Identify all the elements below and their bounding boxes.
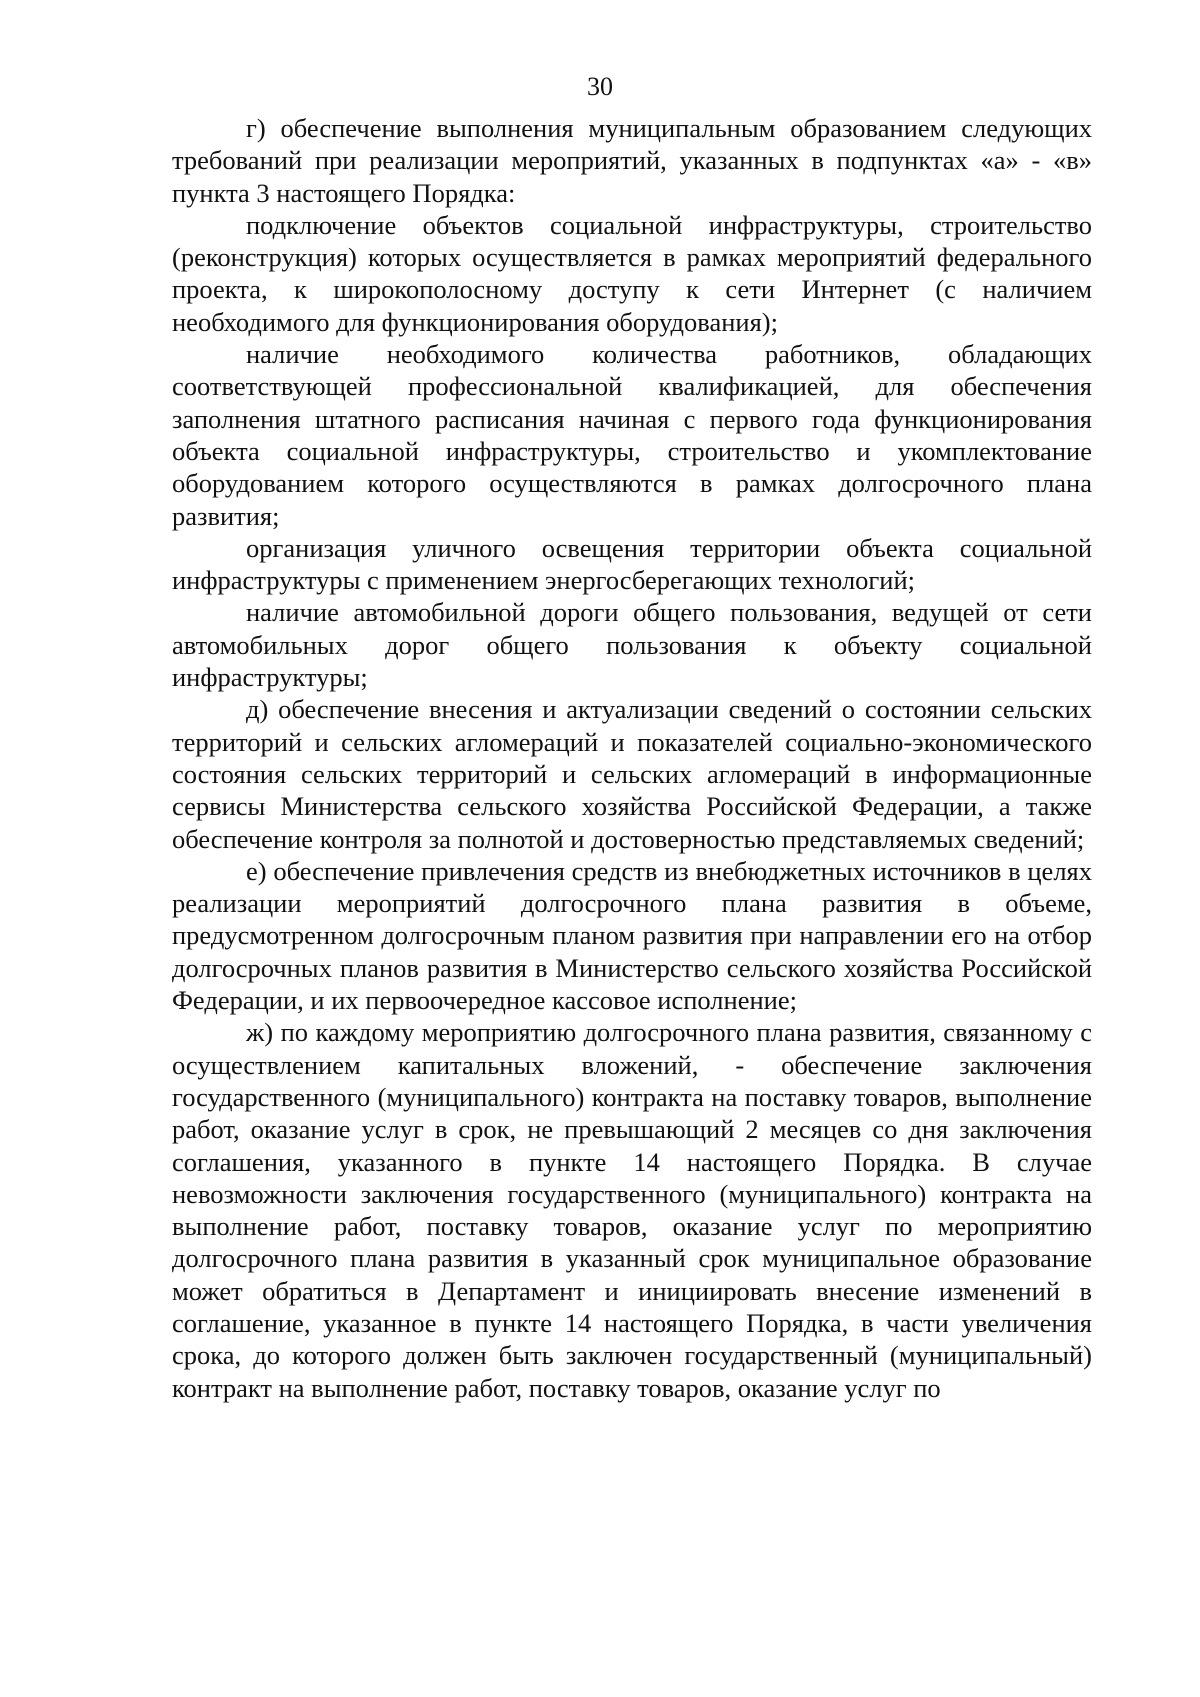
paragraph-zh: ж) по каждому мероприятию долгосрочного плана развития, связанному с осуществлением капитальных вложений, - обеспечение заключения государственного (муниципального) контракта на поставку товаров, выполнение работ, оказание услуг в срок, не превышающий 2 месяцев со дня заключения соглашения, указанного в пункте 14 настоящего Порядка. В случае невозможности заключения государственного (муниципального) контракта на выполнение работ, поставку товаров, оказание услуг по мероприятию долгосрочного плана развития в указанный срок муниципальное образование может обратиться в Департамент и инициировать внесение изменений в соглашение, указанное в пункте 14 настоящего Порядка, в части увеличения срока, до которого должен быть заключен государственный (муниципальный) контракт на выполнение работ, поставку товаров, оказание услуг по <box>172 1017 1092 1403</box>
paragraph-e: е) обеспечение привлечения средств из внебюджетных источников в целях реализации мероприятий долгосрочного плана развития в объеме, предусмотренном долгосрочным планом развития при направлении его на отбор долгосрочных планов развития в Министерство сельского хозяйства Российской Федерации, и их первоочередное кассовое исполнение; <box>172 855 1092 1016</box>
paragraph-street-lighting: организация уличного освещения территории объекта социальной инфраструктуры с применением энергосберегающих технологий; <box>172 532 1092 596</box>
paragraph-staffing: наличие необходимого количества работников, обладающих соответствующей профессиональной квалификацией, для обеспечения заполнения штатного расписания начиная с первого года функционирования объекта социальной инфраструктуры, строительство и укомплектование оборудованием которого осуществляются в рамках долгосрочного плана развития; <box>172 339 1092 531</box>
paragraph-d: д) обеспечение внесения и актуализации сведений о состоянии сельских территорий и сельских агломераций и показателей социально-экономического состояния сельских территорий и сельских агломераций в информационные сервисы Министерства сельского хозяйства Российской Федерации, а также обеспечение контроля за полнотой и достоверностью представляемых сведений; <box>172 694 1092 854</box>
page-number: 30 <box>587 72 613 101</box>
paragraph-road-access: наличие автомобильной дороги общего пользования, ведущей от сети автомобильных дорог общего пользования к объекту социальной инфраструктуры; <box>172 597 1092 693</box>
paragraph-g: г) обеспечение выполнения муниципальным образованием следующих требований при реализации мероприятий, указанных в подпунктах «а» - «в» пункта 3 настоящего Порядка: <box>172 113 1092 208</box>
document-body <box>172 112 1092 1404</box>
paragraph-internet-connection: подключение объектов социальной инфраструктуры, строительство (реконструкция) которых осуществляется в рамках мероприятий федерального проекта, к широкополосному доступу к сети Интернет (с наличием необходимого для функционирования оборудования); <box>172 209 1092 337</box>
